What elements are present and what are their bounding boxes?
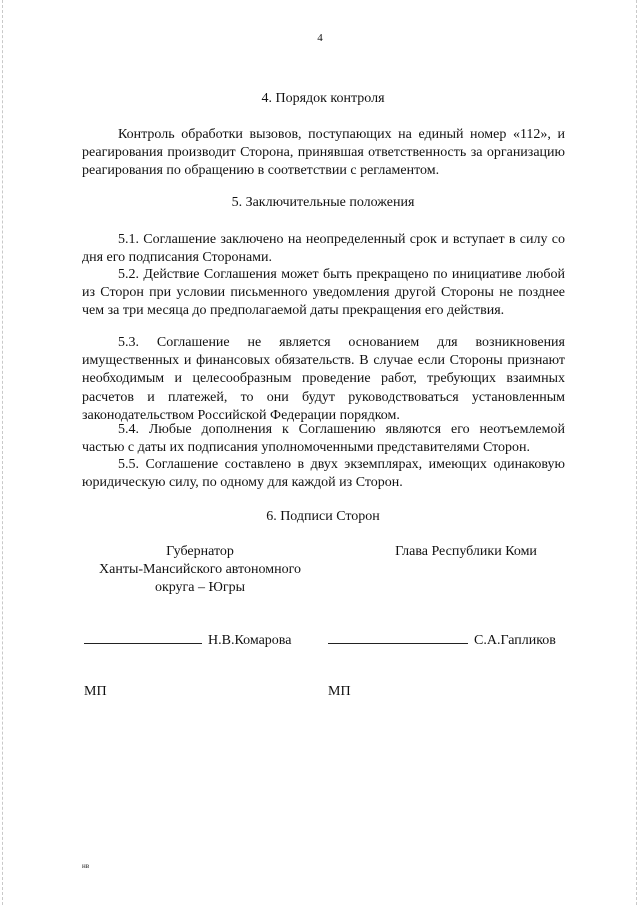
- clause-5-4: 5.4. Любые дополнения к Соглашению являются его неотъемлемой частью с даты их подписания уполномоченными представителями Сторон.: [82, 422, 565, 456]
- clause-5-1: 5.1. Соглашение заключено на неопределенный срок и вступает в силу со дня его подписания Сторонами.: [82, 232, 565, 266]
- left-signature-line: [84, 629, 202, 644]
- section-4-paragraph: Контроль обработки вызовов, поступающих на единый номер «112», и реагирования производит Сторона, принявшая ответственность за организацию реагирования по обращению в соответствии с регламентом.: [82, 127, 565, 179]
- scan-edge-right: [636, 0, 638, 905]
- right-signatory-name: С.А.Гапликов: [474, 633, 556, 648]
- left-signature-block: [84, 629, 291, 649]
- right-signatory-position: Глава Республики Коми: [395, 544, 537, 559]
- left-signatory-region-line2: округа – Югры: [154, 580, 246, 595]
- scan-edge-left: [2, 0, 4, 905]
- right-signature-line: [328, 629, 468, 644]
- left-stamp-place: МП: [84, 684, 107, 699]
- left-signatory-name: Н.В.Комарова: [208, 633, 292, 648]
- clause-5-2: 5.2. Действие Соглашения может быть прекращено по инициативе любой из Сторон при условии письменного уведомления другой Стороны не позднее чем за три месяца до предполагаемой даты прекращения его действия.: [82, 267, 565, 319]
- right-signature-block: [328, 629, 556, 649]
- clause-5-5: 5.5. Соглашение составлено в двух экземплярах, имеющих одинаковую юридическую силу, по одному для каждой из Сторон.: [82, 457, 565, 491]
- right-stamp-place: МП: [328, 684, 351, 699]
- right-signatory-title: [356, 543, 576, 561]
- section-4-title: 4. Порядок контроля: [261, 91, 385, 106]
- left-signatory-position: Губернатор: [166, 544, 234, 559]
- section-5-title: 5. Заключительные положения: [231, 195, 415, 210]
- executor-initials: нв: [82, 862, 90, 870]
- section-6-title: 6. Подписи Сторон: [266, 509, 380, 524]
- page-number: 4: [317, 32, 323, 44]
- left-signatory-title: [80, 543, 320, 597]
- clause-5-3: 5.3. Соглашение не является основанием для возникновения имущественных и финансовых обязательств. В случае если Стороны признают необходимым и целесообразным проведение работ, требующих взаимных расчетов и платежей, то они будут руководствоваться установленным законодательством Российской Федерации порядком.: [82, 335, 565, 423]
- left-signatory-region-line1: Ханты-Мансийского автономного: [99, 562, 301, 577]
